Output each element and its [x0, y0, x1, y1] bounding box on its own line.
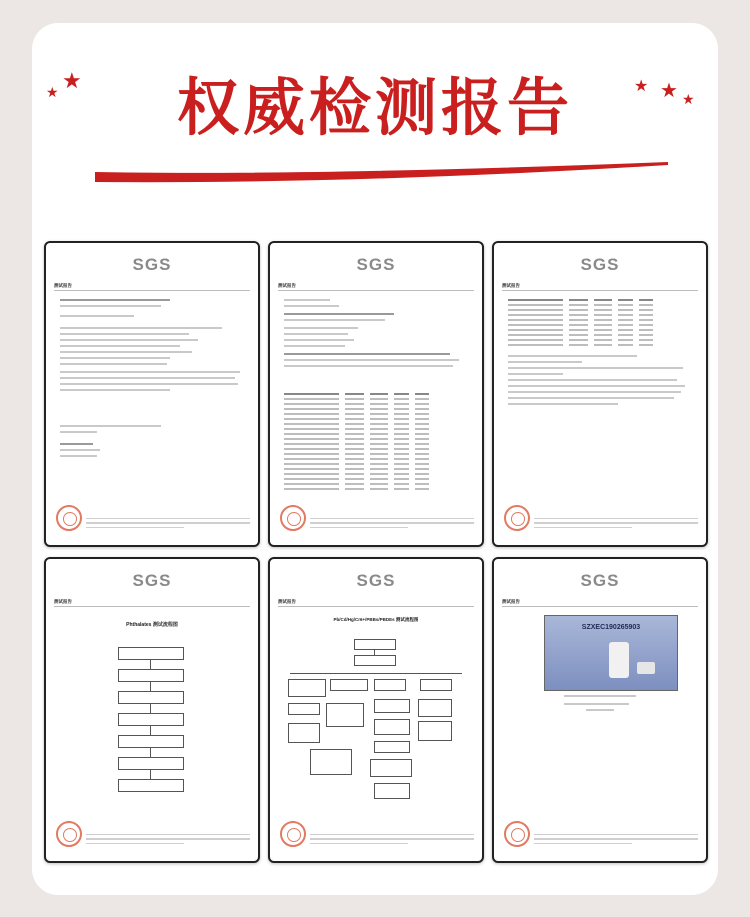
star-icon: ★	[682, 92, 695, 108]
sample-photo	[544, 615, 678, 691]
report-card-sample-photo[interactable]	[492, 557, 708, 863]
report-footer	[534, 518, 698, 532]
report-header	[54, 283, 250, 291]
page-title: 权威检测报告	[176, 71, 573, 144]
report-type: 测试报告	[502, 599, 520, 604]
sgs-logo: SGS	[356, 255, 396, 274]
report-card-results-continued[interactable]	[492, 241, 708, 547]
report-body	[60, 299, 244, 461]
report-footer	[310, 834, 474, 848]
report-header	[278, 599, 474, 607]
sgs-logo: SGS	[580, 255, 620, 274]
flowchart-title: Pb/Cd/Hg/Cr6+/PBBs/PBDEs 测试流程图	[333, 617, 419, 622]
report-type: 测试报告	[502, 283, 520, 288]
report-footer	[534, 834, 698, 848]
sgs-logo: SGS	[132, 571, 172, 590]
seal-stamp	[504, 821, 530, 847]
report-header	[502, 599, 698, 607]
seal-stamp	[504, 505, 530, 531]
seal-stamp	[280, 821, 306, 847]
report-header	[54, 599, 250, 607]
seal-stamp	[56, 821, 82, 847]
sgs-logo: SGS	[356, 571, 396, 590]
report-footer	[310, 518, 474, 532]
sgs-logo: SGS	[580, 571, 620, 590]
report-footer	[86, 518, 250, 532]
star-icon: ★	[46, 85, 59, 101]
sample-label: SZXEC190265903	[581, 624, 641, 631]
star-icon: ★	[634, 76, 649, 95]
report-type: 测试报告	[54, 599, 72, 604]
results-table	[284, 393, 468, 493]
seal-stamp	[280, 505, 306, 531]
report-card-heavy-metals-flow[interactable]	[268, 557, 484, 863]
report-header	[278, 283, 474, 291]
report-header	[502, 283, 698, 291]
report-card-phthalates-flow[interactable]	[44, 557, 260, 863]
brush-stroke	[0, 0, 750, 200]
report-type: 测试报告	[278, 599, 296, 604]
flowchart-title: Phthalates 测试流程图	[126, 622, 178, 628]
seal-stamp	[56, 505, 82, 531]
report-card-cover[interactable]	[44, 241, 260, 547]
star-icon: ★	[62, 69, 82, 94]
results-table	[508, 299, 692, 349]
report-body	[284, 299, 468, 371]
sgs-logo: SGS	[132, 255, 172, 274]
report-notes	[508, 355, 692, 409]
report-footer	[86, 834, 250, 848]
report-type: 测试报告	[54, 283, 72, 288]
report-type: 测试报告	[278, 283, 296, 288]
report-card-results[interactable]	[268, 241, 484, 547]
star-icon: ★	[660, 78, 678, 102]
photo-caption	[564, 695, 636, 715]
